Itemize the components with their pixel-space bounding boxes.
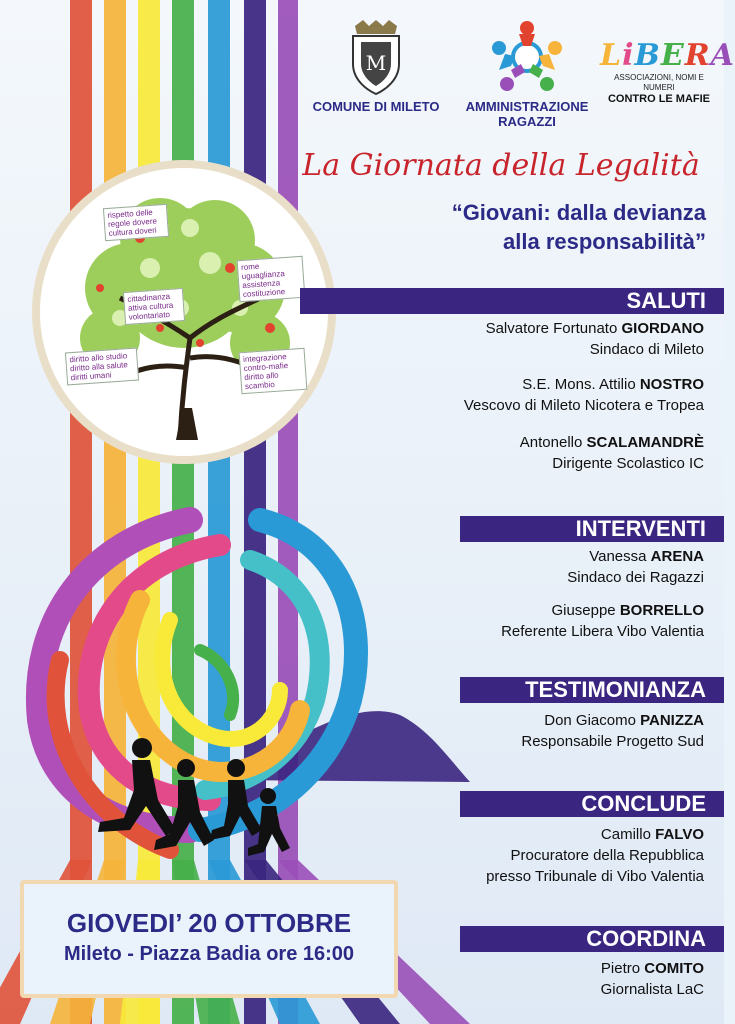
speaker-panizza [521,710,704,752]
event-subtitle-line-1: “Giovani: dalla devianza [451,200,706,225]
speaker-scalamandre [520,432,704,474]
speaker-role: Dirigente Scolastico IC [552,455,704,472]
speaker-role: Responsabile Progetto Sud [521,733,704,750]
speaker-role: Sindaco dei Ragazzi [567,569,704,586]
amministrazione-label-2: RAGAZZI [498,114,556,129]
speaker-surname: FALVO [655,826,704,843]
speaker-role: Referente Libera Vibo Valentia [501,623,704,640]
tree-tag: integrazione contro-mafie diritto allo scambio [239,348,308,395]
speaker-role: Sindaco di Mileto [589,341,704,358]
section-interventi-header: INTERVENTI [460,516,724,542]
event-location-time: Mileto - Piazza Badia ore 16:00 [63,943,355,965]
section-saluti-header: SALUTI [300,288,724,314]
speaker-arena [567,546,704,588]
speaker-surname: ARENA [650,548,704,565]
speaker-surname: PANIZZA [640,712,704,729]
speaker-role: Procuratore della Repubblica [510,847,704,864]
libera-logo [600,38,735,105]
speaker-borrello [501,600,704,642]
libera-subtitle: ASSOCIAZIONI, NOMI E NUMERI [614,73,704,92]
speaker-first-name: Antonello [519,434,587,451]
tree-tag: rispetto delle regole dovere cultura doveri [103,204,169,241]
speaker-falvo [486,824,704,887]
comune-label: COMUNE DI MILETO [312,99,440,114]
tree-tag: rome uguaglianza assistenza costituzione [237,256,306,303]
section-coordina-header: COORDINA [460,926,724,952]
section-conclude-header: CONCLUDE [460,791,724,817]
coat-of-arms-icon [345,20,407,94]
speaker-first-name: Vanessa [589,548,651,565]
amministrazione-logo [452,20,602,129]
event-title: La Giornata della Legalità [302,148,700,183]
speaker-comito [601,958,704,1000]
comune-logo [304,20,448,114]
libera-subtitle-2: CONTRO LE MAFIE [607,93,711,105]
amministrazione-label-1: AMMINISTRAZIONE [465,99,589,114]
speaker-surname: COMITO [644,960,704,977]
libera-wordmark: LiBERA [600,38,735,73]
tree-tag: cittadinanza attiva cultura volontariato [123,288,185,325]
speaker-first-name: Giuseppe [551,602,620,619]
speaker-role-2: presso Tribunale di Vibo Valentia [486,868,704,885]
speaker-role: Vescovo di Mileto Nicotera e Tropea [463,397,704,414]
speaker-surname: BORRELLO [619,602,704,619]
speaker-surname: GIORDANO [621,320,704,337]
event-subtitle [452,198,706,256]
children-circle-icon [489,20,565,94]
speaker-first-name: S.E. Mons. Attilio [522,376,640,393]
speaker-first-name: Pietro [600,960,645,977]
speaker-first-name: Don Giacomo [544,712,641,729]
section-testimonianza-header: TESTIMONIANZA [460,677,724,703]
event-date: GIOVEDI’ 20 OTTOBRE [66,908,352,938]
speaker-giordano [486,318,704,360]
speaker-first-name: Camillo [600,826,656,843]
tree-tag: diritto allo studio diritto alla salute diritti umani [65,348,139,386]
legality-tree-illustration [32,160,336,464]
speaker-role: Giornalista LaC [600,981,704,998]
svg-text:M: M [365,51,387,75]
speaker-nostro [464,374,704,416]
speaker-surname: NOSTRO [639,376,704,393]
event-subtitle-line-2: alla responsabilità” [503,229,706,254]
speaker-surname: SCALAMANDRÈ [586,434,704,451]
event-date-box [20,880,398,998]
speaker-first-name: Salvatore Fortunato [485,320,622,337]
